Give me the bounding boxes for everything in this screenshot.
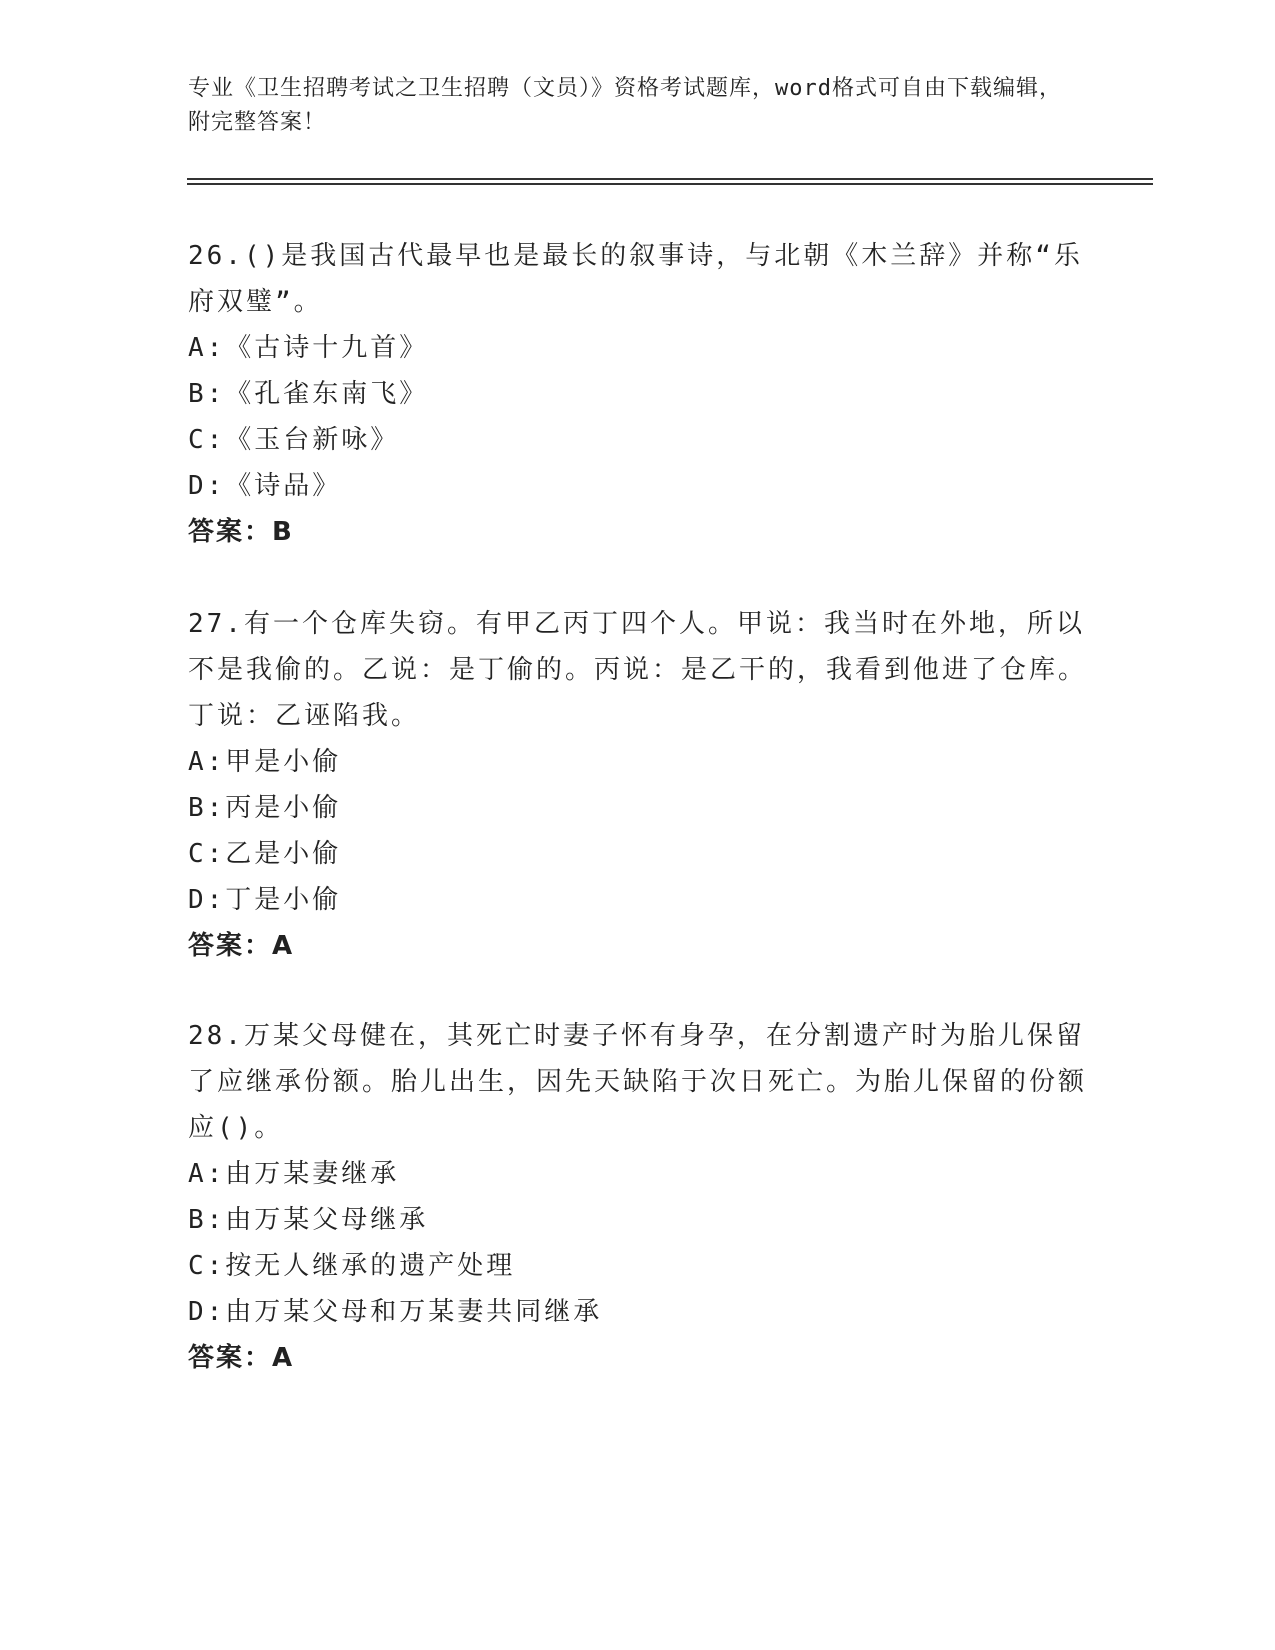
option-d: D:《诗品》: [188, 471, 342, 501]
question-28: [188, 1013, 1088, 1381]
option-a: A:由万某妻继承: [188, 1159, 400, 1189]
answer: 答案：A: [188, 1343, 295, 1373]
answer: 答案：B: [188, 517, 294, 547]
option-a: A:甲是小偷: [188, 747, 342, 777]
answer: 答案：A: [188, 931, 295, 961]
option-c: C:《玉台新咏》: [188, 425, 400, 455]
option-d: D:丁是小偷: [188, 885, 342, 915]
document-header: 专业《卫生招聘考试之卫生招聘（文员）》资格考试题库，word格式可自由下载编辑，附完整答案！: [188, 76, 1062, 135]
question-stem: 27.有一个仓库失窃。有甲乙丙丁四个人。甲说：我当时在外地，所以不是我偷的。乙说：是丁偷的。丙说：是乙干的，我看到他进了仓库。丁说：乙诬陷我。: [188, 609, 1088, 731]
option-a: A:《古诗十九首》: [188, 333, 429, 363]
option-c: C:按无人继承的遗产处理: [188, 1251, 516, 1281]
option-b: B:丙是小偷: [188, 793, 342, 823]
option-c: C:乙是小偷: [188, 839, 342, 869]
question-stem: 26.()是我国古代最早也是最长的叙事诗，与北朝《木兰辞》并称“乐府双璧”。: [188, 241, 1083, 317]
question-26: [188, 233, 1088, 555]
question-27: [188, 601, 1088, 969]
option-b: B:《孔雀东南飞》: [188, 379, 429, 409]
option-d: D:由万某父母和万某妻共同继承: [188, 1297, 603, 1327]
header-divider-bottom: [187, 183, 1153, 185]
option-b: B:由万某父母继承: [188, 1205, 429, 1235]
question-stem: 28.万某父母健在，其死亡时妻子怀有身孕，在分割遗产时为胎儿保留了应继承份额。胎儿出生，因先天缺陷于次日死亡。为胎儿保留的份额应()。: [188, 1021, 1088, 1143]
header-divider-top: [187, 178, 1153, 180]
